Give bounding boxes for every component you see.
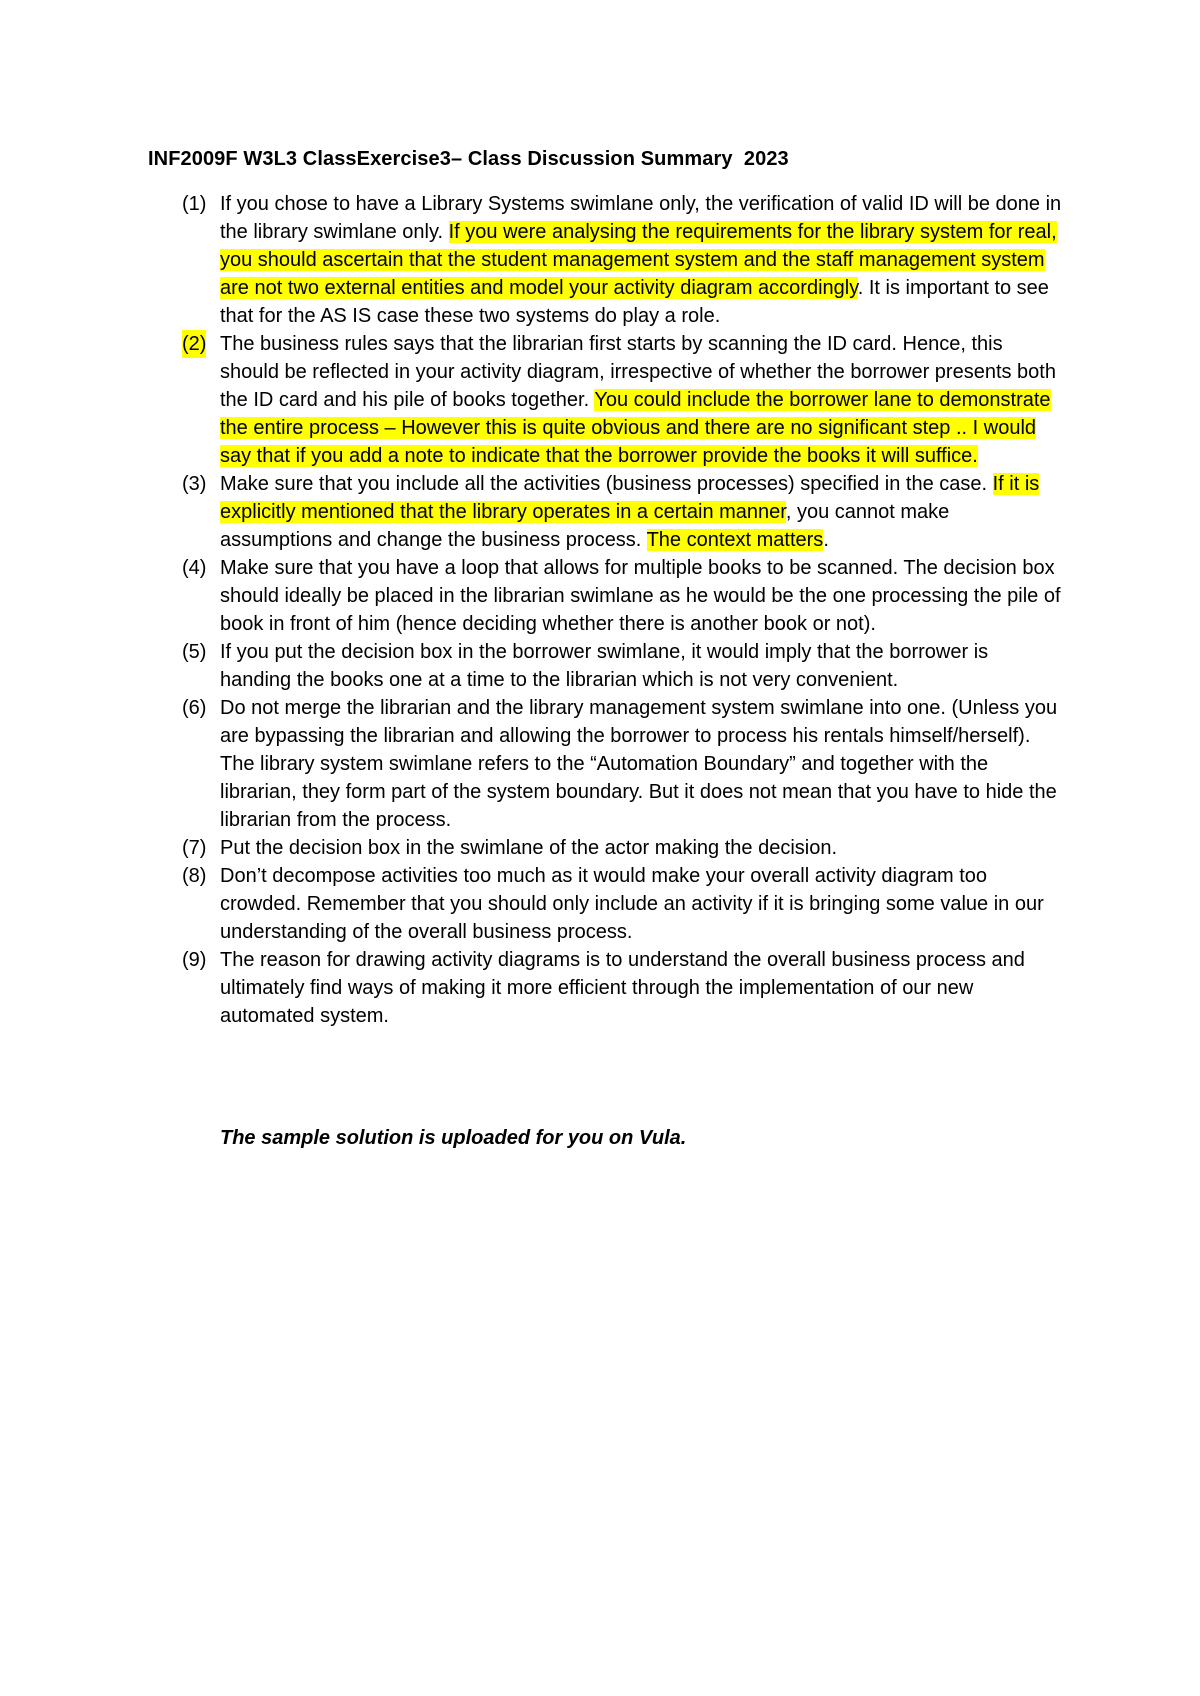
discussion-point-number: (8)	[182, 865, 207, 887]
highlighted-text: You could include the borrower lane to demonstrate the entire process – However this is quite obvious and there are no significant step .. I would say that if you add a note to indicate that the borrower provide the books it will suffice.	[220, 389, 1051, 467]
discussion-point-number: (1)	[182, 193, 207, 215]
discussion-point-text	[220, 333, 1056, 467]
highlighted-text: The context matters	[646, 529, 824, 551]
discussion-point-number: (6)	[182, 697, 207, 719]
text-segment: Don’t decompose activities too much as it would make your overall activity diagram too crowded. Remember that you should only include an activity if it is bringing some value in our understanding of the overall business process.	[220, 865, 1044, 943]
discussion-point	[182, 190, 1062, 330]
text-segment: .	[823, 529, 829, 551]
closing-note: The sample solution is uploaded for you on Vula.	[220, 1127, 687, 1149]
discussion-point-text	[220, 641, 988, 691]
discussion-point	[182, 330, 1062, 470]
discussion-point-number: (2)	[182, 330, 206, 358]
document-title: INF2009F W3L3 ClassExercise3– Class Discussion Summary 2023	[148, 148, 789, 170]
discussion-point-text	[220, 557, 1061, 635]
discussion-point-text	[220, 865, 1044, 943]
text-segment: The reason for drawing activity diagrams is to understand the overall business process and ultimately find ways of making it more efficient through the implementation of our new automated system.	[220, 949, 1025, 1027]
discussion-point	[182, 554, 1062, 638]
discussion-point-text	[220, 837, 837, 859]
text-segment: The business rules says that the librarian first starts by scanning the ID card. Hence, this should be reflected in your activity diagram, irrespective of whether the borrower presents both the ID card and his pile of books together.	[220, 333, 1056, 411]
text-segment: If you put the decision box in the borrower swimlane, it would imply that the borrower is handing the books one at a time to the librarian which is not very convenient.	[220, 641, 989, 691]
discussion-point-number: (7)	[182, 837, 207, 859]
text-segment: Do not merge the librarian and the library management system swimlane into one. (Unless you are bypassing the librarian and allowing the borrower to process his rentals himself/herself). The library system swimlane refers to the “Automation Boundary” and together with the librarian, they form part of the system boundary. But it does not mean that you have to hide the librarian from the process.	[220, 697, 1058, 831]
text-segment: , you cannot make assumptions and change the business process.	[220, 501, 950, 551]
discussion-point-text	[220, 473, 1039, 551]
discussion-point	[182, 862, 1062, 946]
discussion-point	[182, 834, 1062, 862]
discussion-points-list	[182, 190, 1062, 1030]
discussion-point	[182, 946, 1062, 1030]
text-segment: Put the decision box in the swimlane of the actor making the decision.	[220, 837, 838, 859]
discussion-point	[182, 694, 1062, 834]
discussion-point-text	[220, 697, 1057, 831]
highlighted-text: If it is explicitly mentioned that the library operates in a certain manner	[220, 473, 1040, 523]
discussion-point-number: (4)	[182, 557, 207, 579]
discussion-point-number: (5)	[182, 641, 207, 663]
discussion-point-text	[220, 949, 1025, 1027]
text-segment: Make sure that you have a loop that allows for multiple books to be scanned. The decision box should ideally be placed in the librarian swimlane as he would be the one processing the pile of book in front of him (hence deciding whether there is another book or not).	[220, 557, 1061, 635]
discussion-point	[182, 638, 1062, 694]
discussion-point-number: (9)	[182, 949, 207, 971]
highlighted-text: If you were analysing the requirements for the library system for real, you should ascertain that the student management system and the staff management system are not two external entities and model your activity diagram accordingly	[220, 221, 1057, 299]
discussion-point-number: (3)	[182, 473, 207, 495]
discussion-point	[182, 470, 1062, 554]
text-segment: If you chose to have a Library Systems swimlane only, the verification of valid ID will be done in the library swimlane only.	[220, 193, 1062, 243]
discussion-point-text	[220, 193, 1061, 327]
text-segment: . It is important to see that for the AS IS case these two systems do play a role.	[220, 277, 1049, 327]
text-segment: Make sure that you include all the activities (business processes) specified in the case.	[220, 473, 993, 495]
